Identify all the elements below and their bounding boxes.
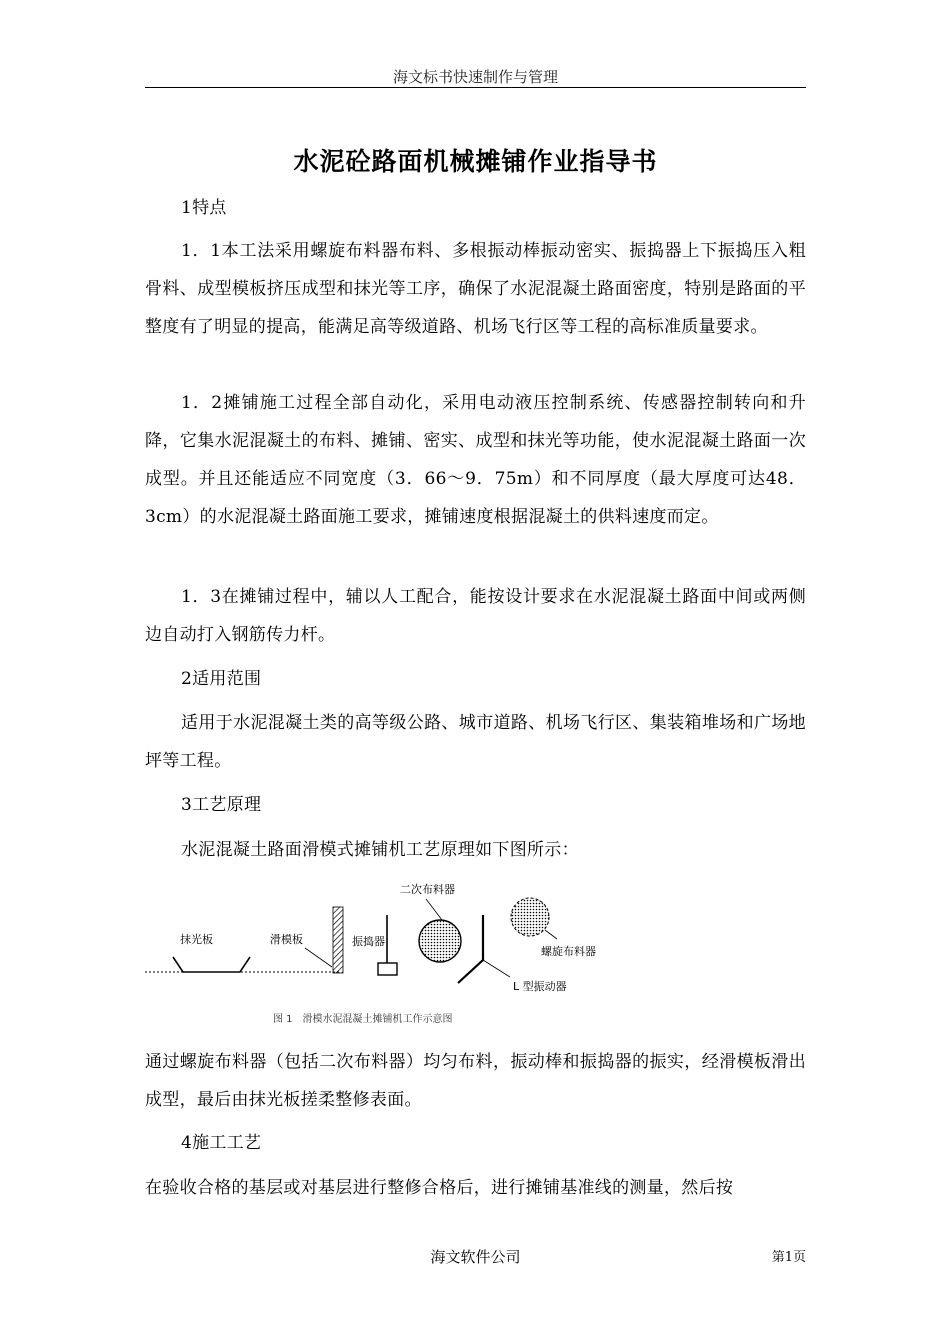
spiral-spreader-label: 螺旋布料器 [541, 945, 596, 958]
l-vibrator-leader [483, 960, 510, 977]
section-1-heading: 1特点 [181, 198, 227, 218]
section-3-heading: 3工艺原理 [181, 795, 262, 815]
slip-form-label: 滑模板 [270, 933, 303, 946]
section-4-heading: 4施工工艺 [181, 1133, 262, 1153]
l-vibrator-shape [458, 915, 483, 983]
section-1-paragraph-3: 1．3在摊铺过程中，辅以人工配合，能按设计要求在水泥混凝土路面中间或两侧边自动打入钢筋传力杆。 [145, 587, 806, 645]
paver-diagram-svg [145, 875, 615, 1035]
figure-caption: 图 1 滑模水泥混凝土摊铺机工作示意图 [273, 1014, 453, 1025]
slip-form-wall [333, 907, 343, 973]
section-3-paragraph-2: 通过螺旋布料器（包括二次布料器）均匀布料，振动棒和振捣器的振实，经滑模板滑出成型，最后由抹光板搓柔整修表面。 [145, 1052, 806, 1110]
slip-form-leader [305, 948, 332, 967]
section-4-paragraph-1: 在验收合格的基层或对基层进行整修合格后，进行摊铺基准线的测量，然后按 [145, 1178, 734, 1198]
trowel-plate-label: 抹光板 [180, 933, 213, 946]
vibrator-foot [378, 963, 397, 975]
l-vibrator-label: L 型振动器 [513, 980, 567, 993]
section-1-paragraph-1: 1．1本工法采用螺旋布料器布料、多根振动棒振动密实、振捣器上下振捣压入粗骨料、成型模板挤压成型和抹光等工序，确保了水泥混凝土路面密度，特别是路面的平整度有了明显的提高，能满足高等级道路、机场飞行区等工程的高标准质量要求。 [145, 241, 806, 337]
section-1-paragraph-2: 1．2摊铺施工过程全部自动化，采用电动液压控制系统、传感器控制转向和升降，它集水泥混凝土的布料、摊铺、密实、成型和抹光等功能，使水泥混凝土路面一次成型。并且还能适应不同宽度（3．66～9．75m）和不同厚度（最大厚度可达48．3cm）的水泥混凝土路面施工要求，摊铺速度根据混凝土的供料速度而定。 [145, 393, 806, 527]
secondary-spreader-circle [419, 920, 461, 962]
section-3-paragraph-1: 水泥混凝土路面滑模式摊铺机工艺原理如下图所示： [181, 840, 579, 860]
page-header: 海文标书快速制作与管理 [392, 68, 558, 86]
section-2-heading: 2适用范围 [181, 669, 262, 689]
spiral-spreader-leader [545, 930, 557, 939]
header-divider [145, 87, 806, 88]
section-2-paragraph-1: 适用于水泥混凝土类的高等级公路、城市道路、机场飞行区、集装箱堆场和广场地坪等工程。 [145, 713, 806, 771]
footer-page-number: 第1页 [771, 1250, 806, 1265]
document-title: 水泥砼路面机械摊铺作业指导书 [293, 147, 658, 176]
trowel-plate-shape [173, 957, 250, 972]
secondary-spreader-leader [426, 899, 442, 920]
spiral-spreader-circle [511, 898, 549, 936]
paver-diagram [145, 875, 615, 1035]
vibrator-label: 振捣器 [352, 935, 385, 948]
secondary-spreader-label: 二次布料器 [400, 883, 455, 896]
footer-company: 海文软件公司 [430, 1248, 521, 1266]
